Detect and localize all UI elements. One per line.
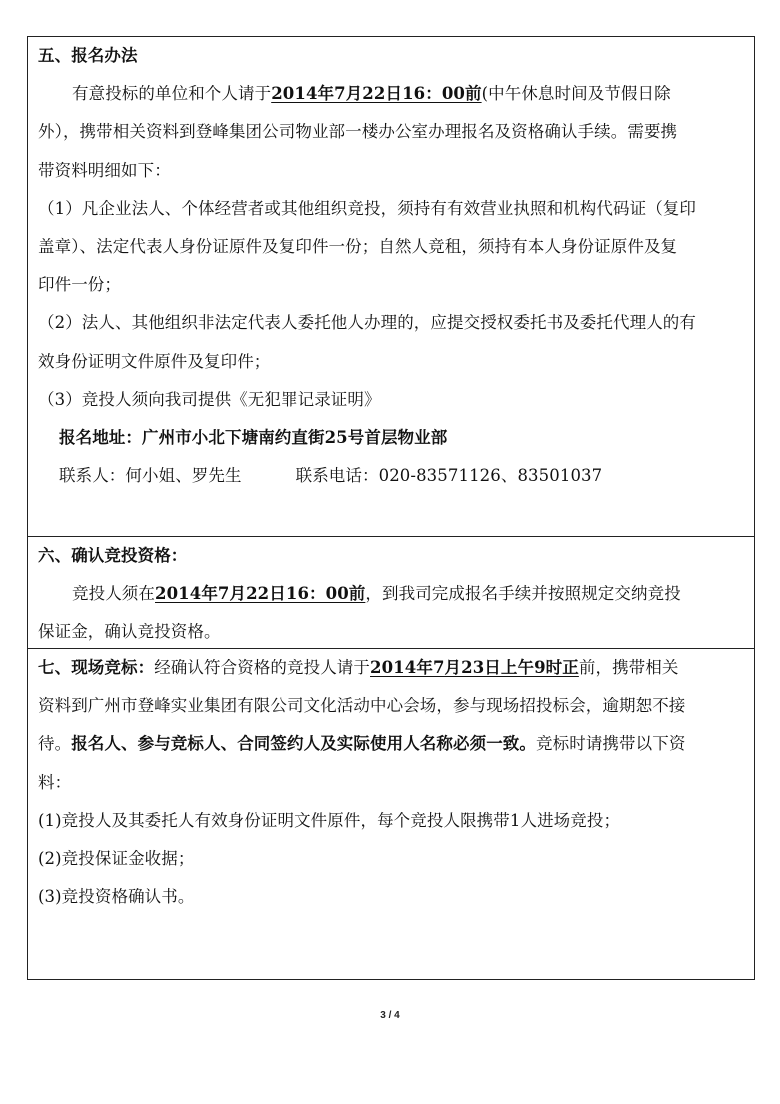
text: 竞投人须在 [72,584,155,604]
paragraph-line: 料： [38,772,72,792]
list-item-line: (2)竞投保证金收据； [38,849,195,869]
contact-line [38,457,744,495]
text: 竞标时请携带以下资 [536,734,686,754]
list-item-line: 印件一份； [38,275,121,295]
list-item-line: 效身份证明文件原件及复印件； [38,351,271,371]
bidding-date: 2014年7月23日上午9时正 [370,658,579,677]
text: 待。 [38,734,72,754]
list-item-line: （3）竞投人须向我司提供《无犯罪记录证明》 [38,389,381,409]
text: 有意投标的单位和个人请于 [72,84,272,104]
paragraph-line: 外），携带相关资料到登峰集团公司物业部一楼办公室办理报名及资格确认手续。需要携 [38,122,678,142]
section-heading: 五、报名办法 [38,46,138,65]
text: ，到我司完成报名手续并按照规定交纳竞投 [365,584,681,604]
paragraph-line: 保证金，确认竞投资格。 [38,622,221,642]
list-item-line: （1）凡企业法人、个体经营者或其他组织竞投，须持有有效营业执照和机构代码证（复印 [38,198,696,218]
section-qualification [28,537,754,649]
paragraph-line [38,649,744,687]
text: (中午休息时间及节假日除 [481,84,671,104]
deadline-date: 2014年7月22日16：00前 [271,84,482,104]
deadline-date: 2014年7月22日16：00前 [155,584,366,604]
list-item-line: （2）法人、其他组织非法定代表人委托他人办理的，应提交授权委托书及委托代理人的有 [38,313,696,333]
list-item-line: (3)竞投资格确认书。 [38,887,195,907]
contact-phone: 联系电话：020-83571126、83501037 [295,466,603,486]
page-number: 3 / 4 [380,1010,400,1021]
contact-person: 联系人：何小姐、罗先生 [59,466,242,486]
registration-address: 报名地址：广州市小北下塘南约直街25号首层物业部 [59,428,448,448]
paragraph-line: 资料到广州市登峰实业集团有限公司文化活动中心会场，参与现场招投标会，逾期恕不接 [38,696,686,716]
section-heading: 七、现场竞标： [38,658,155,677]
section-heading: 六、确认竞投资格： [38,546,188,565]
list-item-line: 盖章）、法定代表人身份证原件及复印件一份；自然人竞租，须持有本人身份证原件及复 [38,237,678,257]
name-consistency-notice: 报名人、参与竞标人、合同签约人及实际使用人名称必须一致。 [71,734,537,754]
section-onsite-bidding [28,649,754,978]
section-registration [28,37,754,537]
paragraph-line [38,75,744,113]
text: 前，携带相关 [578,658,679,677]
paragraph-line [38,575,744,613]
paragraph-line [38,725,744,763]
paragraph-line: 带资料明细如下： [38,160,171,180]
document-table [27,36,755,980]
list-item-line: (1)竞投人及其委托人有效身份证明文件原件，每个竞投人限携带1人进场竞投； [38,810,621,830]
text: 经确认符合资格的竞投人请于 [154,658,371,677]
